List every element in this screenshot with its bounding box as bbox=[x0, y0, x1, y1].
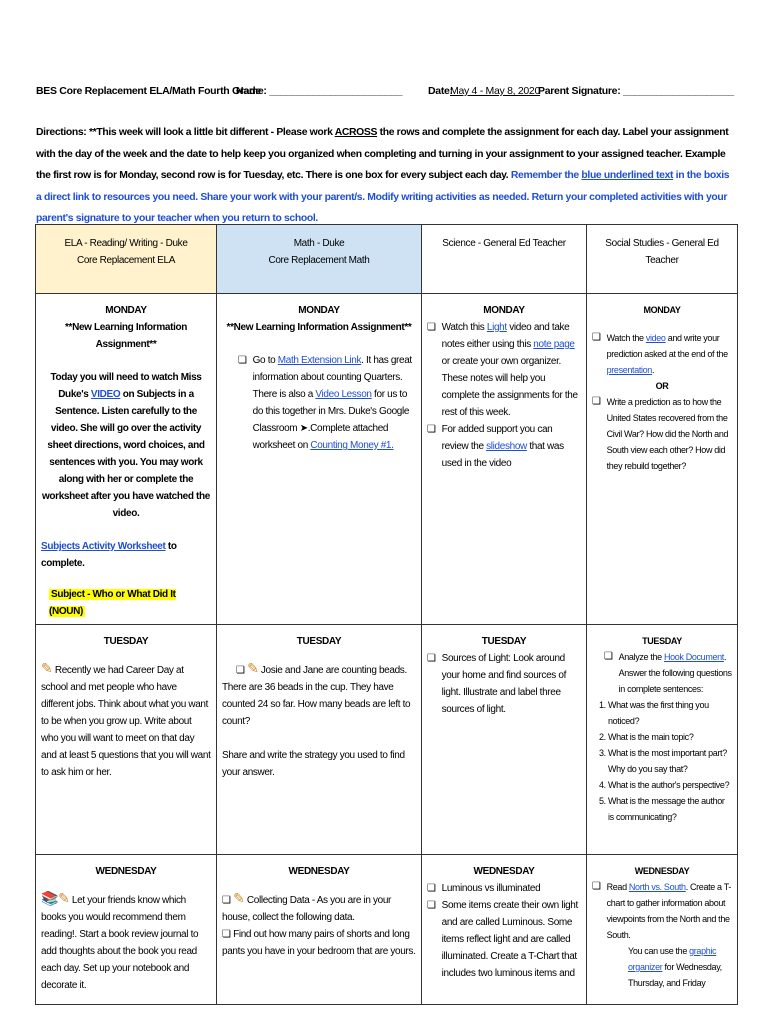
science-monday-bullet-1 bbox=[427, 319, 581, 421]
ela-tuesday-text bbox=[41, 660, 211, 781]
social-studies-column-header bbox=[587, 225, 738, 294]
math-wednesday-problem: Collecting Data - As you are in your house, collect the following data. bbox=[222, 895, 392, 923]
wednesday-ela-cell bbox=[36, 855, 217, 1005]
date-label: Date: bbox=[428, 85, 453, 97]
video-lesson-link[interactable]: Video Lesson bbox=[315, 389, 372, 400]
ss-text-1c: . bbox=[651, 365, 655, 375]
checkbox-icon: ❏ bbox=[592, 881, 601, 892]
checkbox-icon: ❏ bbox=[236, 665, 245, 676]
math-wednesday-text-2 bbox=[222, 926, 416, 960]
directions-across: ACROSS bbox=[334, 127, 378, 138]
ss-monday-text-1 bbox=[607, 330, 732, 378]
pencil-icon: ✎ bbox=[233, 890, 245, 906]
ss-tuesday-bullet bbox=[592, 649, 732, 697]
checkbox-icon: ❏ bbox=[592, 396, 601, 407]
day-label: MONDAY bbox=[483, 305, 525, 316]
ss-wednesday-text-d: for Wednesday, Thursday, and Friday bbox=[628, 962, 722, 988]
ss-wednesday-text-b: . Create a T-chart to gather information about viewpoints from the North and the South. bbox=[606, 882, 731, 940]
date-value: May 4 - May 8, 2020 bbox=[450, 85, 541, 97]
monday-ela-cell bbox=[36, 294, 217, 625]
math-text-2: . It has great information about counting Quarters. There is also a bbox=[252, 355, 412, 400]
directions bbox=[36, 122, 736, 230]
checkbox-icon: ❏ bbox=[592, 332, 601, 343]
wednesday-social-studies-cell bbox=[587, 855, 738, 1005]
day-label: WEDNESDAY bbox=[634, 866, 690, 876]
science-monday-text-2 bbox=[442, 421, 581, 472]
day-label: TUESDAY bbox=[296, 636, 342, 647]
day-label: TUESDAY bbox=[481, 636, 527, 647]
math-wednesday-task: Find out how many pairs of shorts and long pants you have in your bedroom that are yours. bbox=[222, 929, 416, 957]
checkbox-icon: ❏ bbox=[427, 653, 436, 664]
pencil-icon: ✎ bbox=[247, 660, 259, 676]
day-label: TUESDAY bbox=[642, 636, 682, 646]
science-wednesday-text-1: Luminous vs illuminated bbox=[441, 883, 541, 894]
wednesday-math-cell bbox=[217, 855, 422, 1005]
sci-text-1c: or create your own organizer. These notes will help you complete the assignments for the rest of this week. bbox=[441, 356, 578, 418]
monday-math-cell bbox=[217, 294, 422, 625]
ss-tuesday-text-b: . Answer the following questions in complete sentences: bbox=[618, 652, 732, 694]
math-tuesday-problem: Josie and Jane are counting beads. There are 36 beads in the cup. They have counted 24 so far. How many beads are left to count? bbox=[222, 665, 411, 727]
science-column-title: Science - General Ed Teacher bbox=[442, 238, 566, 249]
ela-column-title: ELA - Reading/ Writing - Duke bbox=[64, 238, 188, 249]
name-field: Name: ________________________ bbox=[236, 85, 403, 97]
day-label: WEDNESDAY bbox=[473, 866, 535, 877]
directions-blue-underlined: blue underlined text bbox=[581, 170, 674, 181]
science-wednesday-text-2: Some items create their own light and are called Luminous. Some items reflect light and are called illuminated. Create a T-Chart that includes two luminous items and bbox=[441, 900, 578, 979]
ela-monday-text-2: on Subjects in a Sentence. Listen carefully to the video. She will go over the activity sheet directions, word choices, and sentences with you. You may work along with her or complete the worksheet after you have watched the video. bbox=[41, 389, 210, 519]
subjects-worksheet-link[interactable]: Subjects Activity Worksheet bbox=[41, 541, 166, 552]
checkbox-icon: ❏ bbox=[427, 322, 436, 333]
tuesday-ela-cell bbox=[36, 625, 217, 855]
slideshow-link[interactable]: slideshow bbox=[486, 441, 527, 452]
math-tuesday-strategy: Share and write the strategy you used to find your answer. bbox=[222, 750, 405, 778]
ss-text-1a: Watch the bbox=[606, 333, 646, 343]
ss-video-link[interactable]: video bbox=[645, 333, 666, 343]
tuesday-math-cell bbox=[217, 625, 422, 855]
ela-heading: **New Learning Information Assignment** bbox=[64, 322, 188, 350]
subject-highlight: Subject - Who or What Did It (NOUN) bbox=[49, 589, 176, 617]
math-monday-text bbox=[253, 352, 416, 454]
checkbox-icon: ❏ bbox=[604, 651, 613, 662]
ss-wednesday-text bbox=[607, 879, 732, 943]
or-label: OR bbox=[655, 381, 669, 391]
monday-row bbox=[36, 294, 738, 625]
checkbox-icon: ❏ bbox=[427, 424, 436, 435]
list-item: 1. What was the first thing you noticed? bbox=[608, 697, 732, 729]
north-vs-south-link[interactable]: North vs. South bbox=[628, 882, 686, 892]
worksheet-title: BES Core Replacement ELA/Math Fourth Grade bbox=[36, 85, 261, 97]
directions-text-1: Directions: **This week will look a little bit different - Please work bbox=[36, 127, 335, 138]
counting-money-link[interactable]: Counting Money #1. bbox=[310, 440, 394, 451]
list-item: 4. What is the author's perspective? bbox=[608, 777, 732, 793]
directions-blue-1: Remember the bbox=[510, 170, 582, 181]
parent-signature-field: Parent Signature: ____________________ bbox=[538, 85, 734, 97]
ss-tuesday-text bbox=[619, 649, 732, 697]
ela-wednesday-text bbox=[41, 890, 211, 994]
list-item: 3. What is the most important part? Why do you say that? bbox=[608, 745, 732, 777]
tuesday-social-studies-cell bbox=[587, 625, 738, 855]
hook-document-link[interactable]: Hook Document bbox=[663, 652, 724, 662]
sci-text-1a: Watch this bbox=[441, 322, 487, 333]
note-page-link[interactable]: note page bbox=[533, 339, 575, 350]
social-studies-column-title: Social Studies - General Ed Teacher bbox=[605, 238, 719, 266]
ss-monday-text-2: Write a prediction as to how the United States recovered from the Civil War? How did the North and South view each other? How did they rebuild together? bbox=[606, 397, 729, 471]
monday-science-cell bbox=[422, 294, 587, 625]
sci-text-1b: video and take notes either using this bbox=[441, 322, 570, 350]
math-wednesday-text-1 bbox=[222, 890, 416, 926]
checkbox-icon: ❏ bbox=[222, 929, 231, 940]
day-label: WEDNESDAY bbox=[95, 866, 157, 877]
science-tuesday-bullet bbox=[427, 650, 581, 718]
list-item: 2. What is the main topic? bbox=[608, 729, 732, 745]
tuesday-science-cell bbox=[422, 625, 587, 855]
directions-text-2: the rows and complete the assignment for each day. Label your assignment with the day of the week and the date to help keep you organized when completing and turning in your assignment to your assigned teacher. Example the first row is for Monday, second row is for Tuesday, etc. There is one box for every subject each day. bbox=[36, 127, 729, 181]
pencil-icon: ✎ bbox=[58, 890, 70, 906]
science-monday-text-1 bbox=[442, 319, 581, 421]
math-column-subtitle: Core Replacement Math bbox=[268, 255, 370, 266]
science-wednesday-bullet-1 bbox=[427, 880, 581, 897]
ela-worksheet-tail: to complete. bbox=[41, 541, 177, 569]
day-label: MONDAY bbox=[105, 305, 147, 316]
ela-video-link[interactable]: VIDEO bbox=[90, 389, 121, 400]
science-monday-bullet-2 bbox=[427, 421, 581, 472]
assignment-table bbox=[35, 224, 738, 1005]
ela-column-subtitle: Core Replacement ELA bbox=[76, 255, 176, 266]
science-tuesday-text: Sources of Light: Look around your home and find sources of light. Illustrate and label three sources of light. bbox=[441, 653, 566, 715]
presentation-link[interactable]: presentation bbox=[606, 365, 652, 375]
day-label: MONDAY bbox=[298, 305, 340, 316]
ela-worksheet-line bbox=[41, 538, 211, 572]
wednesday-science-cell bbox=[422, 855, 587, 1005]
ela-tuesday-prompt: Recently we had Career Day at school and met people who have different jobs. Think about what you want to be when you grow up. Write about who you will want to meet on that day and at least 5 questions that you will want to ask him or her. bbox=[41, 665, 211, 778]
ss-tuesday-text-a: Analyze the bbox=[618, 652, 664, 662]
math-column-header bbox=[217, 225, 422, 294]
directions-blue-2: in the boxis a direct link to resources you need. Share your work with your parent/s. Modify writing activities as needed. Return your completed activities with your parent's signature to your teacher when you return to school. bbox=[36, 170, 730, 224]
day-label: MONDAY bbox=[643, 305, 681, 315]
list-item: 5. What is the message the author is communicating? bbox=[608, 793, 732, 825]
science-column-header bbox=[422, 225, 587, 294]
graphic-organizer-link[interactable]: graphic organizer bbox=[628, 946, 717, 972]
pencil-icon: ✎ bbox=[41, 660, 53, 676]
ss-question-list bbox=[592, 697, 732, 825]
ss-wednesday-bullet bbox=[592, 879, 732, 943]
ss-wednesday-text-a: Read bbox=[606, 882, 629, 892]
ela-wednesday-prompt: Let your friends know which books you would recommend them reading!. Start a book review journal to add thoughts about the book you read each day. Set up your notebook and decorate it. bbox=[41, 895, 199, 991]
ss-monday-bullet-1 bbox=[592, 330, 732, 378]
math-text-1: Go to bbox=[252, 355, 278, 366]
ss-monday-bullet-2 bbox=[592, 394, 732, 474]
math-tuesday-text bbox=[222, 660, 416, 730]
book-icon: 📚 bbox=[41, 890, 59, 906]
math-extension-link[interactable]: Math Extension Link bbox=[277, 355, 362, 366]
ss-text-1b: and write your prediction asked at the end of the bbox=[606, 333, 728, 359]
ela-monday-text-1: Today you will need to watch Miss Duke's bbox=[50, 372, 202, 400]
science-wednesday-bullet-2 bbox=[427, 897, 581, 982]
math-text-3: for us to do this together in Mrs. Duke's Google Classroom ➤.Complete attached worksheet on bbox=[252, 389, 410, 451]
day-label: WEDNESDAY bbox=[288, 866, 350, 877]
math-monday-bullet bbox=[222, 352, 416, 454]
ss-wednesday-text-c: You can use the bbox=[628, 946, 690, 956]
monday-social-studies-cell bbox=[587, 294, 738, 625]
math-heading: **New Learning Information Assignment** bbox=[226, 322, 412, 333]
math-column-title: Math - Duke bbox=[293, 238, 345, 249]
ela-column-header bbox=[36, 225, 217, 294]
checkbox-icon: ❏ bbox=[427, 900, 436, 911]
checkbox-icon: ❏ bbox=[427, 883, 436, 894]
ela-highlight-wrap bbox=[41, 586, 211, 620]
ss-wednesday-organizer bbox=[592, 943, 732, 991]
sci-text-2b: that was used in the video bbox=[441, 441, 564, 469]
checkbox-icon: ❏ bbox=[222, 895, 231, 906]
ela-monday-text bbox=[41, 369, 211, 522]
tuesday-row bbox=[36, 625, 738, 855]
checkbox-icon: ❏ bbox=[238, 355, 247, 366]
wednesday-row bbox=[36, 855, 738, 1005]
table-header-row bbox=[36, 225, 738, 294]
day-label: TUESDAY bbox=[103, 636, 149, 647]
sci-text-2a: For added support you can review the bbox=[441, 424, 553, 452]
light-video-link[interactable]: Light bbox=[486, 322, 507, 333]
